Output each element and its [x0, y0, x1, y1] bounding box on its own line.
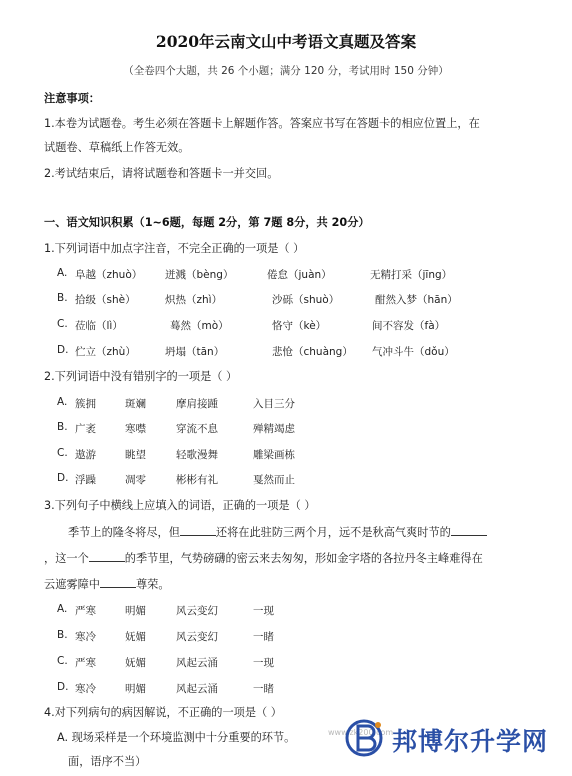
option-item: 雕梁画栋	[253, 449, 295, 461]
question-4-stem: 4.对下列病句的病因解说，不正确的一项是（ ）	[44, 706, 282, 719]
option-item: 伫立（zhù）	[75, 346, 136, 358]
option-item: 莅临（lì）	[75, 320, 123, 332]
option-item: 一现	[253, 605, 274, 617]
option-item: 阜越（zhuò）	[75, 269, 143, 281]
passage-text: 云遮雾障中	[44, 578, 100, 591]
passage-text: 季节上的隆冬将尽，但	[68, 526, 180, 539]
passage-text: 的季节里，气势磅礴的密云来去匆匆，形如金字塔的各拉丹冬主峰难得在	[124, 552, 483, 565]
fill-blank	[451, 525, 487, 536]
option-item: 穿流不息	[176, 423, 218, 435]
option-item: 一睹	[253, 631, 274, 643]
option-item: 酣然入梦（hān）	[375, 294, 458, 306]
question-3-passage-line-2	[44, 551, 483, 566]
option-item: 严寒	[75, 605, 96, 617]
option-item: 斑斓	[125, 398, 146, 410]
option-item: 眺望	[125, 449, 146, 461]
option-item: 风起云涌	[176, 657, 218, 669]
exam-title: 2020年云南文山中考语文真题及答案	[155, 32, 417, 51]
passage-text: 还将在此驻防三两个月，远不是秋高气爽时节的	[215, 526, 451, 539]
option-label: C.	[57, 447, 68, 459]
option-item: 无精打采（jīng）	[370, 269, 453, 281]
option-label: D.	[57, 344, 69, 356]
option-label: D.	[57, 681, 69, 693]
option-item: 轻歌漫舞	[176, 449, 218, 461]
question-3-stem: 3.下列句子中横线上应填入的词语，正确的一项是（ ）	[44, 499, 316, 512]
option-item: 一睹	[253, 683, 274, 695]
option-item: 沙砾（shuò）	[272, 294, 340, 306]
option-item: 入目三分	[253, 398, 295, 410]
option-item: 彬彬有礼	[176, 474, 218, 486]
option-item: 浮躁	[75, 474, 96, 486]
notice-line-2: 试题卷、草稿纸上作答无效。	[44, 141, 190, 154]
option-item: 遨游	[75, 449, 96, 461]
exam-subtitle: （全卷四个大题，共 26 个小题；满分 120 分，考试用时 150 分钟）	[123, 65, 449, 77]
option-label: B.	[57, 629, 68, 641]
option-item: 寒噤	[125, 423, 146, 435]
brand-logo-text: 邦博尔升学网	[392, 727, 549, 756]
option-label: B.	[57, 421, 68, 433]
question-3-passage-line-1	[68, 525, 487, 540]
option-item: 簇拥	[75, 398, 96, 410]
question-1-stem: 1.下列词语中加点字注音，不完全正确的一项是（ ）	[44, 242, 305, 255]
option-item: 炽热（zhì）	[165, 294, 223, 306]
fill-blank	[180, 525, 216, 536]
notice-line-3: 2.考试结束后，请将试题卷和答题卡一并交回。	[44, 167, 279, 180]
option-label: A.	[57, 396, 68, 408]
notice-heading: 注意事项：	[44, 92, 100, 105]
option-item: 风起云涌	[176, 683, 218, 695]
option-item: 坍塌（tān）	[165, 346, 225, 358]
option-item: 倦怠（juàn）	[267, 269, 332, 281]
watermark-url: www.zk200.com	[328, 728, 394, 737]
question-3-passage-line-3	[44, 577, 170, 592]
option-item: 蓦然（mò）	[170, 320, 229, 332]
question-2-stem: 2.下列词语中没有错别字的一项是（ ）	[44, 370, 238, 383]
option-label: B.	[57, 292, 68, 304]
option-item: 明媚	[125, 683, 146, 695]
option-item: 妩媚	[125, 631, 146, 643]
option-item: 寒冷	[75, 631, 96, 643]
option-item: 气冲斗牛（dǒu）	[372, 346, 455, 358]
option-item: 寒冷	[75, 683, 96, 695]
question-4-option-a: A. 现场采样是一个环境监测中十分重要的环节。	[57, 731, 296, 744]
option-item: 恪守（kè）	[272, 320, 327, 332]
option-item: 风云变幻	[176, 631, 218, 643]
passage-text: 尊荣。	[135, 578, 170, 591]
notice-line-1: 1.本卷为试题卷。考生必须在答题卡上解题作答。答案应书写在答题卡的相应位置上，在	[44, 117, 480, 130]
option-label: A.	[57, 603, 68, 615]
option-item: 凋零	[125, 474, 146, 486]
option-item: 摩肩接踵	[176, 398, 218, 410]
fill-blank	[100, 577, 136, 588]
option-label: C.	[57, 655, 68, 667]
option-item: 拾级（shè）	[75, 294, 136, 306]
option-item: 间不容发（fà）	[372, 320, 446, 332]
option-item: 一现	[253, 657, 274, 669]
option-item: 戛然而止	[253, 474, 295, 486]
option-label: A.	[57, 267, 68, 279]
option-item: 妩媚	[125, 657, 146, 669]
section-1-heading: 一、语文知识积累（1~6题，每题 2分，第 7题 8分，共 20分）	[44, 216, 370, 229]
option-label: C.	[57, 318, 68, 330]
option-item: 风云变幻	[176, 605, 218, 617]
option-item: 迸溅（bèng）	[165, 269, 234, 281]
option-label: D.	[57, 472, 69, 484]
option-item: 广袤	[75, 423, 96, 435]
question-4-option-a-cont: 面，语序不当）	[68, 755, 147, 768]
option-item: 严寒	[75, 657, 96, 669]
fill-blank	[89, 551, 125, 562]
passage-text: ，这一个	[44, 552, 89, 565]
option-item: 殚精竭虑	[253, 423, 295, 435]
option-item: 明媚	[125, 605, 146, 617]
option-item: 悲怆（chuàng）	[272, 346, 353, 358]
